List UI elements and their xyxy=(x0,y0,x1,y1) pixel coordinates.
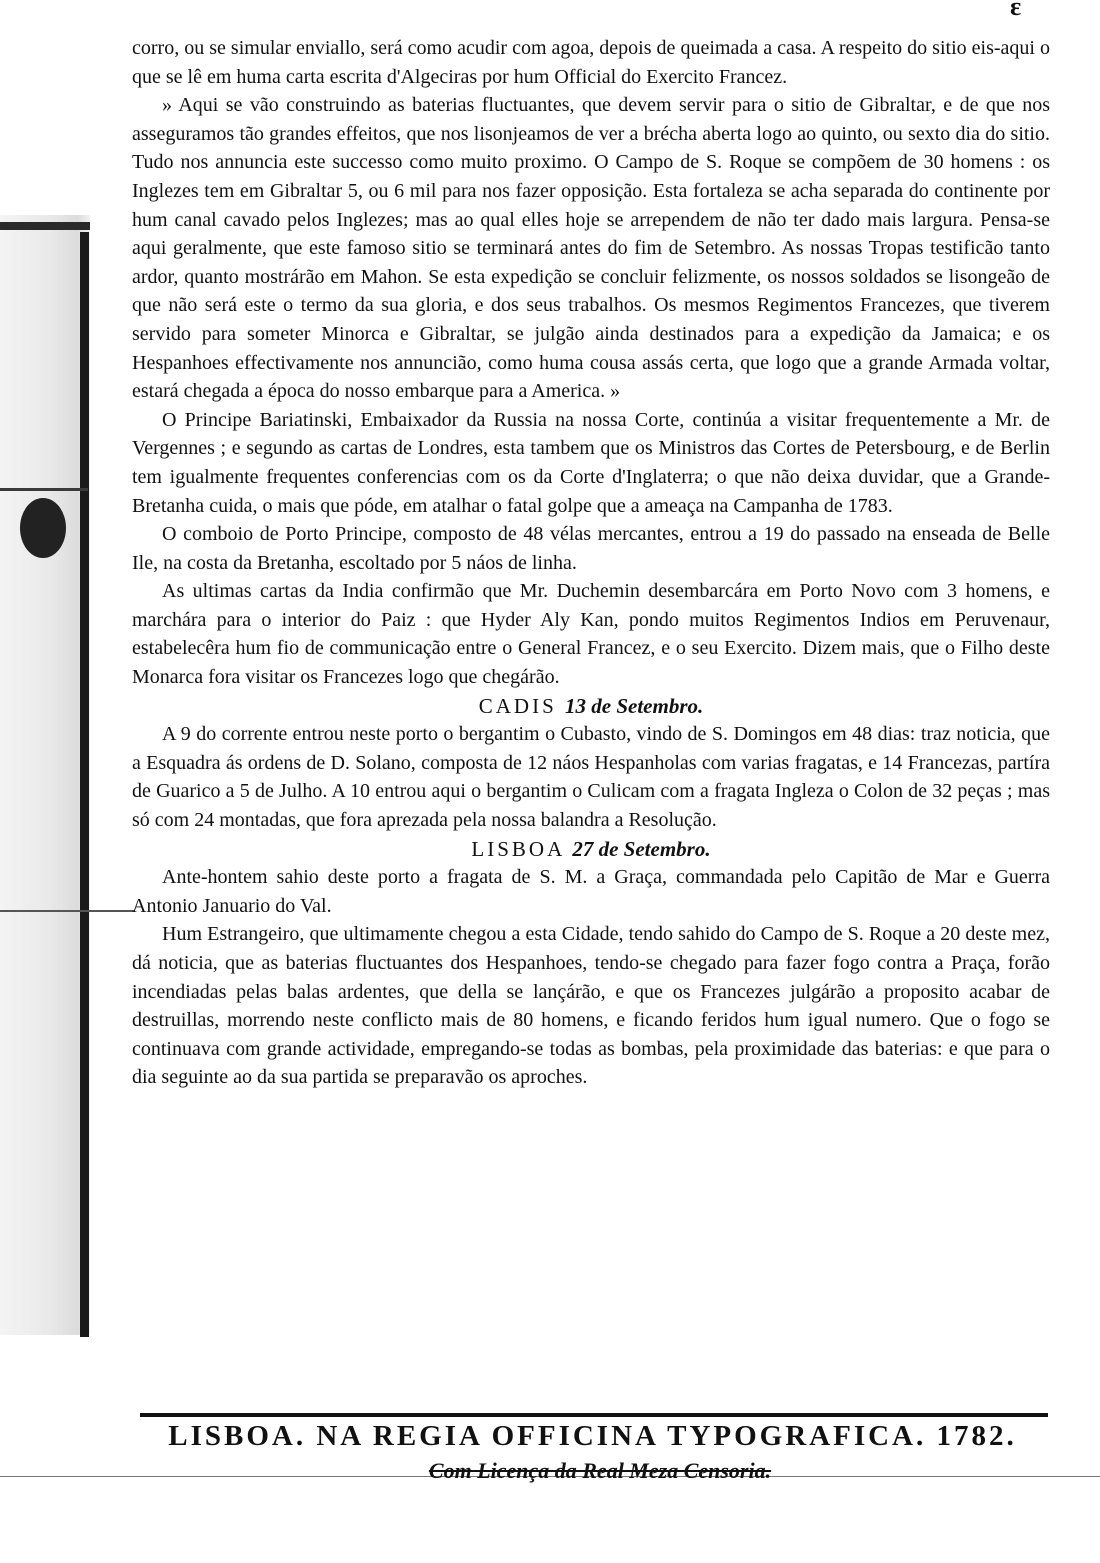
paragraph-comboio: O comboio de Porto Principe, composto de 48 vélas mercantes, entrou a 19 do passado na enseada de Belle Ile, na costa da Bretanha, escoltado por 5 náos de linha. xyxy=(132,523,1050,574)
printer-imprint: LISBOA. NA REGIA OFFICINA TYPOGRAFICA. 1782. xyxy=(168,1420,1017,1452)
paragraph-continuation: corro, ou se simular enviallo, será como acudir com agoa, depois de queimada a casa. A respeito do sitio eis-aqui o que se lê em huma carta escrita d'Algeciras por hum Official do Exercito Francez. xyxy=(132,37,1050,88)
dateline-lisboa-date: 27 de Setembro. xyxy=(572,836,711,861)
margin-rule xyxy=(0,910,135,912)
corner-ink-mark: ɛ xyxy=(1010,0,1022,21)
ink-blot xyxy=(20,498,66,558)
binding-right-edge xyxy=(80,232,89,1337)
paragraph-cadis: A 9 do corrente entrou neste porto o bergantim o Cubasto, vindo de S. Domingos em 48 dias: traz noticia, que a Esquadra ás ordens de D. Solano, composta de 12 náos Hespanholas com varias fragatas, e 14 Francezas, partíra de Guarico a 5 de Julho. A 10 entrou aqui o bergantim o Culicam com a fragata Ingleza o Colon de 32 peças ; mas só com 24 montadas, que fora aprezada pela nossa balandra a Resolução. xyxy=(132,723,1050,832)
paragraph-india: As ultimas cartas da India confirmão que Mr. Duchemin desembarcára em Porto Novo com 3 homens, e marchára para o interior do Paiz : que Hyder Aly Kan, pondo muitos Regimentos Indios em Peruvenaur, estabelecêra hum fio de communicação entre o General Francez, e o seu Exercito. Dizem mais, que o Filho deste Monarca fora visitar os Francezes logo que chegárão. xyxy=(132,580,1050,689)
article-body xyxy=(132,34,1050,1092)
dateline-cadis xyxy=(132,692,1050,721)
dateline-cadis-date: 13 de Setembro. xyxy=(565,693,704,718)
paragraph-lisboa-estrangeiro: Hum Estrangeiro, que ultimamente chegou a esta Cidade, tendo sahido do Campo de S. Roque a 20 deste mez, dá noticia, que as baterias fluctuantes dos Hespanhoes, tendo-se chegado para fazer fogo contra a Praça, forão incendiadas pelas balas ardentes, que della se lançárão, e que os Francezes julgárão a proposito acabar de destruillas, morrendo neste conflicto mais de 80 homens, e ficando feridos hum igual numero. Que o fogo se continuava com grande actividade, empregando-se todas as bombas, pela proximidade das baterias: e que para o dia seguinte ao da sua partida se preparavão os aproches. xyxy=(132,923,1050,1089)
scanned-binding-margin xyxy=(0,215,90,1335)
binding-crease xyxy=(0,488,88,491)
paragraph-lisboa-fragata: Ante-hontem sahio deste porto a fragata de S. M. a Graça, commandada pelo Capitão de Mar e Guerra Antonio Januario do Val. xyxy=(132,866,1050,917)
binding-top-edge xyxy=(0,222,90,230)
paragraph-bariatinski: O Principe Bariatinski, Embaixador da Russia na nossa Corte, continúa a visitar frequentemente a Mr. de Vergennes ; e segundo as cartas de Londres, esta tambem que os Ministros das Cortes de Petersbourg, e de Berlin tem igualmente frequentes conferencias com os da Corte d'Inglaterra; o que não deixa duvidar, que a Grande-Bretanha cuida, o mais que póde, em atalhar o fatal golpe que a ameaça na Campanha de 1783. xyxy=(132,408,1050,517)
dateline-cadis-place: CADIS xyxy=(478,693,557,718)
footer-rule xyxy=(140,1413,1048,1417)
dateline-lisboa-place: LISBOA xyxy=(471,836,565,861)
censorship-license: Com Licença da Real Meza Censoria. xyxy=(428,1458,772,1483)
dateline-lisboa xyxy=(132,835,1050,864)
paragraph-gibraltar-letter: » Aqui se vão construindo as baterias fluctuantes, que devem servir para o sitio de Gibraltar, e de que nos asseguramos tão grandes effeitos, que nos lisonjeamos de ver a brécha aberta logo ao quinto, ou sexto dia do sitio. Tudo nos annuncia este successo como muito proximo. O Campo de S. Roque se compõem de 30 homens : os Inglezes tem em Gibraltar 5, ou 6 mil para nos fazer opposição. Esta fortaleza se acha separada do continente por hum canal cavado pelos Inglezes; mas ao qual elles hoje se arrependem de não ter dado mais largura. Pensa-se aqui geralmente, que este famoso sitio se terminará antes do fim de Setembro. As nossas Tropas testificão tanto ardor, quanto mostrárão em Mahon. Se esta expedição se concluir felizmente, os nossos soldados se lisongeão de que não será este o termo da sua gloria, e dos seus trabalhos. Os mesmos Regimentos Francezes, que tiverem servido para someter Minorca e Gibraltar, se julgão ainda destinados para a expedição da Jamaica; e os Hespanhoes effectivamente nos annuncião, como huma cousa assás certa, que logo que a grande Armada voltar, estará chegada a época do nosso embarque para a America. » xyxy=(132,94,1050,403)
